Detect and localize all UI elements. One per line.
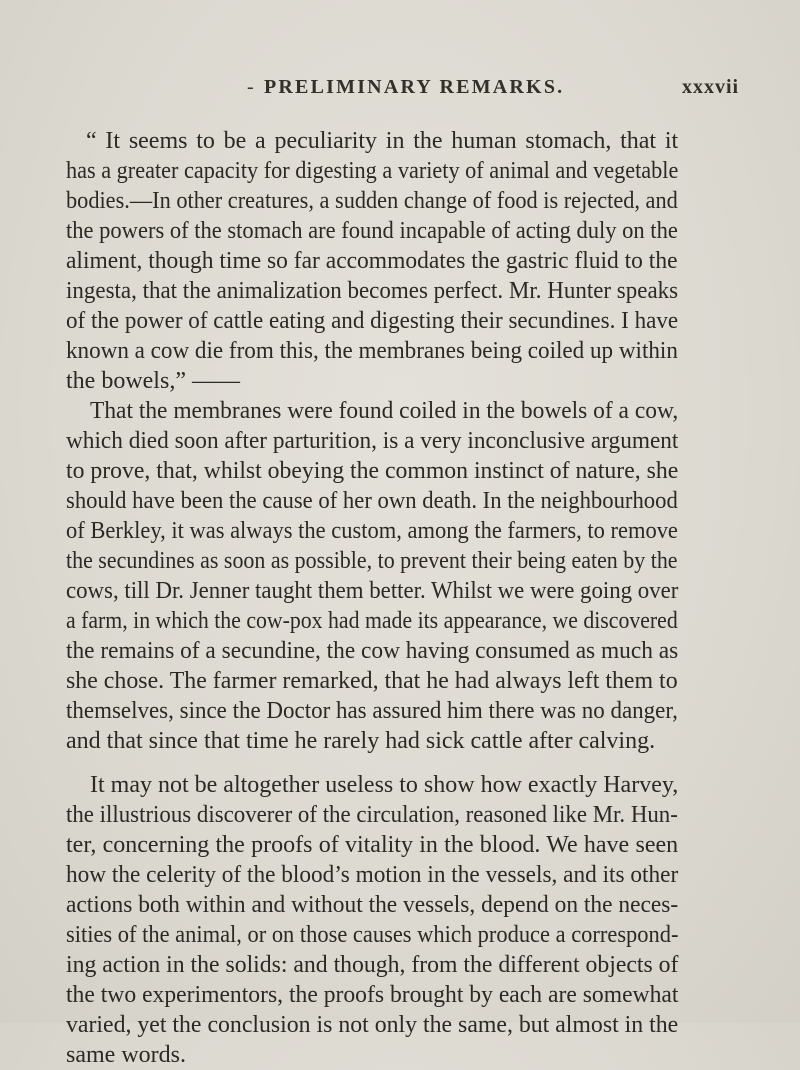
text-line: the secundines as soon as possible, to prevent their being eaten by the: [66, 548, 678, 574]
text-line: ing action in the solids: and though, from the different objects of: [66, 952, 679, 978]
text-line: cows, till Dr. Jenner taught them better. Whilst we were going over: [66, 578, 679, 604]
text-line: the bowels,” ——: [66, 368, 240, 394]
text-line: the powers of the stomach are found incapable of acting duly on the: [66, 218, 678, 244]
text-line: bodies.—In other creatures, a sudden change of food is rejected, and: [66, 188, 678, 214]
text-line: and that since that time he rarely had sick cattle after calving.: [66, 728, 656, 754]
text-line: It may not be altogether useless to show how exactly Harvey,: [90, 772, 679, 798]
text-line: she chose. The farmer remarked, that he had always left them to: [66, 668, 678, 694]
text-line: same words.: [66, 1042, 186, 1068]
text-line: should have been the cause of her own death. In the neighbourhood: [66, 488, 678, 514]
running-head: PRELIMINARY REMARKS.: [264, 76, 565, 98]
text-line: known a cow die from this, the membranes being coiled up within: [66, 338, 678, 364]
text-line: has a greater capacity for digesting a variety of animal and vegetable: [66, 158, 679, 184]
page-header: [0, 76, 800, 106]
page-number: xxxvii: [682, 76, 740, 98]
text-line: sities of the animal, or on those causes which produce a correspond-: [66, 922, 679, 948]
text-line: varied, yet the conclusion is not only the same, but almost in the: [66, 1012, 679, 1038]
text-line: “ It seems to be a peculiarity in the human stomach, that it: [86, 128, 679, 154]
text-line: to prove, that, whilst obeying the common instinct of nature, she: [66, 458, 679, 484]
text-line: ter, concerning the proofs of vitality in the blood. We have seen: [66, 832, 679, 858]
text-line: actions both within and without the vessels, depend on the neces-: [66, 892, 679, 918]
text-line: which died soon after parturition, is a very inconclusive argument: [66, 428, 679, 454]
text-line: of the power of cattle eating and digesting their secundines. I have: [66, 308, 679, 334]
text-line: a farm, in which the cow-pox had made its appearance, we discovered: [66, 608, 678, 634]
text-line: the illustrious discoverer of the circulation, reasoned like Mr. Hun-: [66, 802, 678, 828]
text-line: themselves, since the Doctor has assured him there was no danger,: [66, 698, 678, 724]
text-line: That the membranes were found coiled in the bowels of a cow,: [90, 398, 679, 424]
text-line: the two experimentors, the proofs brought by each are somewhat: [66, 982, 679, 1008]
text-line: aliment, though time so far accommodates the gastric fluid to the: [66, 248, 678, 274]
text-line: how the celerity of the blood’s motion in the vessels, and its other: [66, 862, 679, 888]
text-line: of Berkley, it was always the custom, among the farmers, to remove: [66, 518, 678, 544]
text-line: ingesta, that the animalization becomes perfect. Mr. Hunter speaks: [66, 278, 679, 304]
text-line: the remains of a secundine, the cow having consumed as much as: [66, 638, 679, 664]
header-dash: -: [247, 76, 254, 98]
